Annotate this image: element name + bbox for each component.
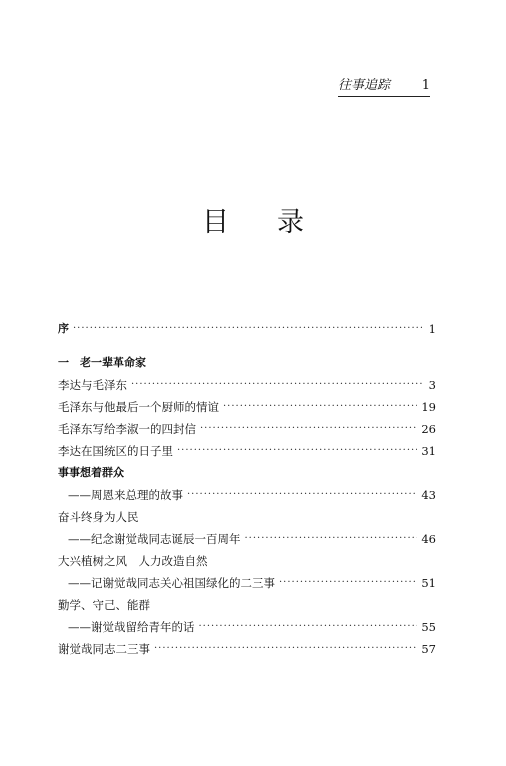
toc-entry-page: 26: [421, 422, 436, 436]
toc-entry[interactable]: [58, 572, 436, 594]
toc-entry[interactable]: [58, 374, 436, 396]
dot-leader: [73, 318, 422, 340]
toc-entry-label: 李达在国统区的日子里: [58, 444, 173, 458]
dot-leader: [200, 418, 417, 440]
toc-entry-page: 31: [421, 444, 436, 458]
toc-entry-title: [58, 462, 436, 484]
running-header: [338, 78, 430, 97]
toc-entry-label: 勤学、守己、能群: [58, 598, 150, 612]
toc-entry[interactable]: [58, 484, 436, 506]
dot-leader: [177, 440, 417, 462]
toc-entry-label: 大兴植树之风 人力改造自然: [58, 554, 208, 568]
toc-entry-page: 43: [421, 488, 436, 502]
table-of-contents: [58, 318, 436, 660]
running-title: 往事追踪: [338, 78, 391, 93]
toc-section-heading: [58, 352, 436, 374]
dot-leader: [245, 528, 418, 550]
toc-entry-page: 57: [421, 642, 436, 656]
header-page-number: 1: [421, 78, 430, 93]
toc-entry-label: 谢觉哉同志二三事: [58, 642, 150, 656]
toc-entry-page: 3: [428, 378, 436, 392]
toc-entry-subtitle: ——记谢觉哉同志关心祖国绿化的二三事: [68, 576, 275, 590]
dot-leader: [154, 638, 417, 660]
toc-entry-label: 李达与毛泽东: [58, 378, 127, 392]
toc-entry-preface[interactable]: [58, 318, 436, 340]
toc-entry-title: [58, 506, 436, 528]
toc-entry-label: 奋斗终身为人民: [58, 510, 139, 524]
toc-entry-label: 毛泽东写给李淑一的四封信: [58, 422, 196, 436]
toc-entry[interactable]: [58, 528, 436, 550]
toc-entry[interactable]: [58, 440, 436, 462]
toc-entry-page: 46: [421, 532, 436, 546]
toc-entry[interactable]: [58, 616, 436, 638]
toc-entry-label: 序: [58, 322, 69, 335]
toc-entry[interactable]: [58, 418, 436, 440]
toc-entry-label: 毛泽东与他最后一个厨师的情谊: [58, 400, 219, 414]
page-title: 目录: [202, 207, 352, 238]
toc-entry-title: [58, 550, 436, 572]
toc-entry-page: 1: [428, 322, 436, 336]
section-heading-label: 一 老一辈革命家: [58, 356, 146, 369]
toc-entry-title: [58, 594, 436, 616]
toc-entry-page: 19: [421, 400, 436, 414]
dot-leader: [279, 572, 417, 594]
toc-entry-page: 51: [421, 576, 436, 590]
toc-entry-subtitle: ——纪念谢觉哉同志诞辰一百周年: [68, 532, 241, 546]
toc-entry[interactable]: [58, 638, 436, 660]
dot-leader: [199, 616, 418, 638]
dot-leader: [223, 396, 417, 418]
toc-entry-page: 55: [421, 620, 436, 634]
dot-leader: [131, 374, 422, 396]
toc-entry-label: 事事想着群众: [58, 466, 124, 479]
toc-entry[interactable]: [58, 396, 436, 418]
toc-entry-subtitle: ——谢觉哉留给青年的话: [68, 620, 195, 634]
toc-entry-subtitle: ——周恩来总理的故事: [68, 488, 183, 502]
dot-leader: [187, 484, 417, 506]
